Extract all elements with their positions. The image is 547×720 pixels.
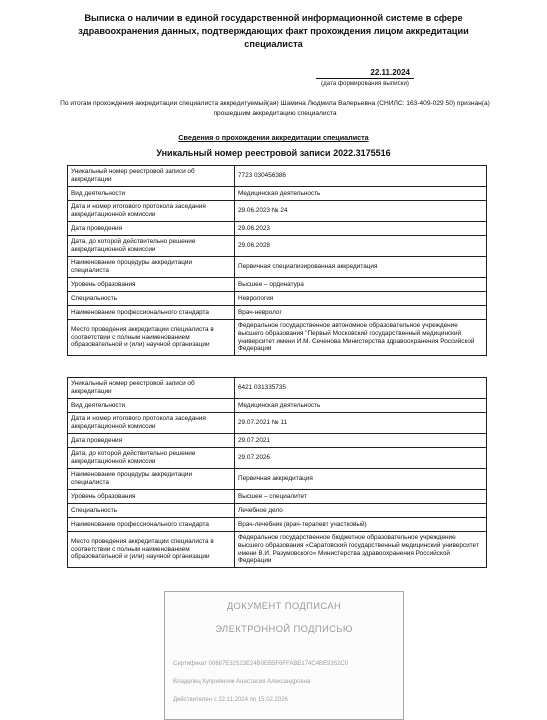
stamp-certificate: Сертификат 00687E32523E24B0EB5F6FFABE174C4BE9352C0 <box>173 661 349 667</box>
document-title: Выписка о наличии в единой государственной информационной системе в сфере здравоохранения данных, подтверждающих факт прохождения лицом аккредитации специалиста <box>78 13 469 49</box>
row-value: 6421 031335735 <box>235 378 487 399</box>
row-label: Уникальный номер реестровой записи об аккредитации <box>68 378 235 399</box>
issue-date: 22.11.2024 <box>316 68 414 79</box>
accreditation-record-table-2 <box>67 377 487 568</box>
row-label: Вид деятельности <box>68 399 235 413</box>
row-label: Уникальный номер реестровой записи об аккредитации <box>68 166 235 187</box>
table-row <box>68 236 487 257</box>
table-row <box>68 518 487 532</box>
table-row <box>68 490 487 504</box>
row-value: Лечебное дело <box>235 504 487 518</box>
row-value: Высшее – ординатура <box>235 278 487 292</box>
row-label: Место проведения аккредитации специалиста в соответствии с полным наименованием образовательной и (или) научной организации <box>68 320 235 356</box>
stamp-validity: Действителен с 22.11.2024 по 15.02.2026 <box>173 697 288 703</box>
table-row <box>68 320 487 356</box>
table-row <box>68 222 487 236</box>
table-row <box>68 532 487 568</box>
row-value: Первичная аккредитация <box>235 469 487 490</box>
row-label: Дата проведения <box>68 222 235 236</box>
row-value: 7723 030456386 <box>235 166 487 187</box>
accreditation-statement: По итогам прохождения аккредитации специалиста аккредитуемый(ая) Шамина Людмила Валерьевна (СНИЛС: 163-409-029 50) признан(а) прошедшим аккредитацию специалиста <box>60 100 490 117</box>
registry-number-title: Уникальный номер реестровой записи 2022.3175516 <box>156 148 391 158</box>
row-label: Дата, до которой действительно решение аккредитационной комиссии <box>68 448 235 469</box>
row-label: Наименование профессионального стандарта <box>68 518 235 532</box>
table-row <box>68 278 487 292</box>
table-row <box>68 201 487 222</box>
row-label: Наименование процедуры аккредитации специалиста <box>68 257 235 278</box>
table-row <box>68 469 487 490</box>
row-value: Федеральное государственное автономное образовательное учреждение высшего образования "Первый Московский государственный медицинский университет имени И.М. Сеченова Министерства здравоохранения Российской Федерации <box>235 320 487 356</box>
issue-date-block <box>316 68 414 87</box>
issue-date-caption: (дата формирования выписки) <box>321 80 409 87</box>
row-label: Место проведения аккредитации специалиста в соответствии с полным наименованием образовательной и (или) научной организации <box>68 532 235 568</box>
table-row <box>68 504 487 518</box>
row-value: Неврология <box>235 292 487 306</box>
stamp-owner: Владелец Куприянчик Анастасия Александровна <box>173 679 311 685</box>
table-row <box>68 448 487 469</box>
row-label: Дата и номер итогового протокола заседания аккредитационной комиссии <box>68 201 235 222</box>
row-label: Уровень образования <box>68 278 235 292</box>
table-row <box>68 187 487 201</box>
accreditation-record-table-1 <box>67 165 487 356</box>
row-value: Медицинская деятельность <box>235 187 487 201</box>
row-label: Дата проведения <box>68 434 235 448</box>
row-label: Специальность <box>68 504 235 518</box>
table-row <box>68 399 487 413</box>
stamp-title-line2: ЭЛЕКТРОННОЙ ПОДПИСЬЮ <box>215 623 353 634</box>
row-value: 29.06.2028 <box>235 236 487 257</box>
row-label: Специальность <box>68 292 235 306</box>
table-row <box>68 434 487 448</box>
row-value: Врач-невролог <box>235 306 487 320</box>
row-label: Уровень образования <box>68 490 235 504</box>
row-value: 29.06.2023 № 24 <box>235 201 487 222</box>
row-label: Дата и номер итогового протокола заседания аккредитационной комиссии <box>68 413 235 434</box>
row-label: Дата, до которой действительно решение аккредитационной комиссии <box>68 236 235 257</box>
row-label: Наименование профессионального стандарта <box>68 306 235 320</box>
electronic-signature-stamp <box>164 591 404 720</box>
row-value: Первичная специализированная аккредитация <box>235 257 487 278</box>
table-row <box>68 306 487 320</box>
row-label: Вид деятельности <box>68 187 235 201</box>
row-value: 29.07.2021 № 11 <box>235 413 487 434</box>
table-row <box>68 292 487 306</box>
table-row <box>68 257 487 278</box>
row-value: 29.07.2026 <box>235 448 487 469</box>
row-value: 29.06.2023 <box>235 222 487 236</box>
row-value: Федеральное государственное бюджетное образовательное учреждение высшего образования «Саратовский государственный медицинский университет имени В.И. Разумовского» Министерства здравоохранения Российской Федерации <box>235 532 487 568</box>
row-value: Врач-лечебник (врач-терапевт участковый) <box>235 518 487 532</box>
row-label: Наименование процедуры аккредитации специалиста <box>68 469 235 490</box>
table-row <box>68 413 487 434</box>
row-value: 29.07.2021 <box>235 434 487 448</box>
stamp-title-line1: ДОКУМЕНТ ПОДПИСАН <box>226 600 342 611</box>
table-row <box>68 378 487 399</box>
row-value: Высшее – специалитет <box>235 490 487 504</box>
section-heading: Сведения о прохождении аккредитации специалиста <box>178 133 369 142</box>
row-value: Медицинская деятельность <box>235 399 487 413</box>
table-row <box>68 166 487 187</box>
